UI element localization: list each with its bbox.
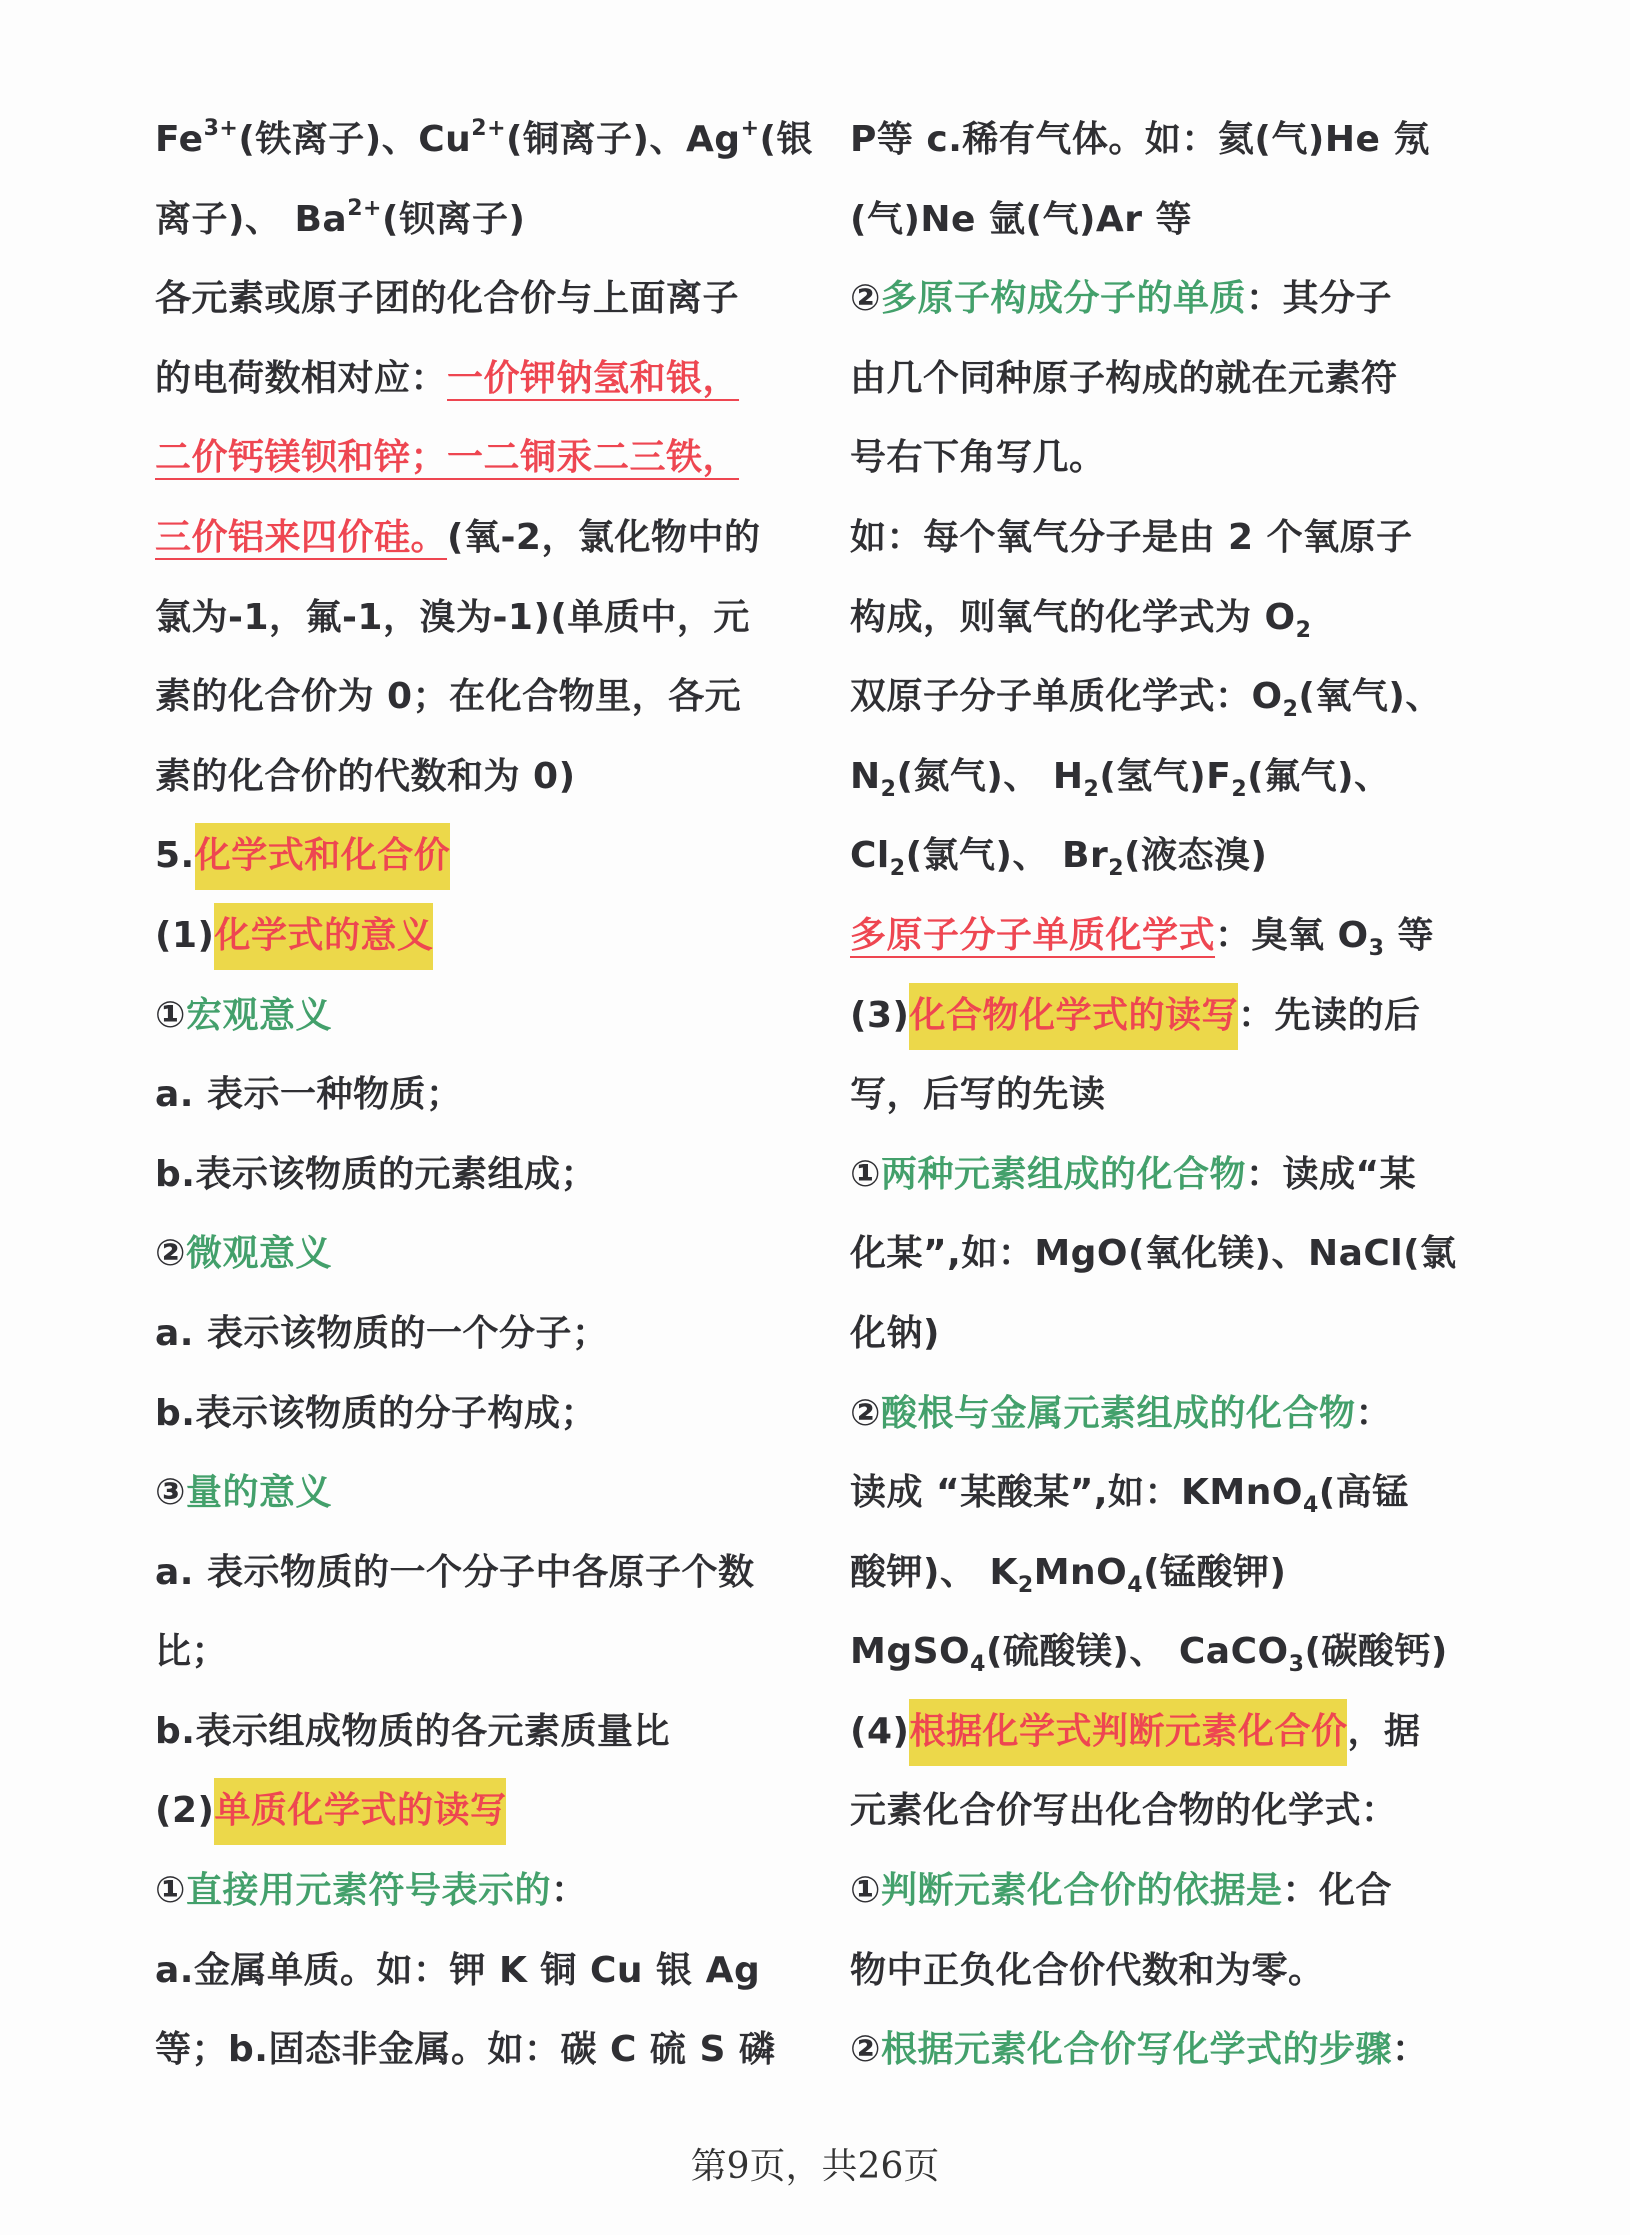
text-line [155,1214,825,1294]
subsection-heading-green: 微观意义 [185,1233,332,1275]
subsection-heading-green: 宏观意义 [185,994,332,1036]
text-line [155,1612,825,1692]
text-segment: ② [850,2029,881,2071]
subscript-count: 2 [889,856,906,882]
superscript-charge: 2+ [347,195,382,221]
left-column [155,100,825,2090]
text-segment: b.表示组成物质的各元素质量比 [155,1710,670,1752]
text-line [155,339,825,419]
text-segment: ：其分子 [1246,278,1393,320]
text-segment: (硫酸镁)、 CaCO [985,1631,1289,1673]
text-line [155,498,825,578]
text-line [155,1771,825,1851]
text-segment: 写，后写的先读 [850,1074,1106,1116]
text-segment: 比； [155,1631,229,1673]
text-segment: (3) [850,994,910,1036]
text-line [850,1374,1495,1454]
text-line [850,1055,1495,1135]
text-segment: (钡离子) [381,198,526,240]
text-line [155,816,825,896]
text-line [850,259,1495,339]
subsection-heading-green: 酸根与金属元素组成的化合物 [880,1392,1356,1434]
text-segment: 各元素或原子团的化合价与上面离子 [155,278,740,320]
text-segment: 物中正负化合价代数和为零。 [850,1949,1325,1991]
text-line [850,1931,1495,2011]
page-number-footer: 第9页，共26页 [690,2146,940,2187]
subscript-count: 4 [970,1652,986,1678]
text-segment: 氯为-1，氟-1，溴为-1)(单质中，元 [155,596,750,638]
text-segment: ② [850,1392,881,1434]
text-line [850,1851,1495,1931]
text-segment: ：臭氧 O [1215,914,1369,956]
text-segment: (锰酸钾) [1143,1551,1287,1593]
subscript-count: 2 [1017,1572,1034,1598]
text-segment: ： [551,1870,588,1912]
text-segment: (铁离子)、Cu [238,119,472,160]
text-line [850,816,1495,896]
text-segment: Fe [155,119,204,160]
text-line [850,1135,1495,1215]
text-line [850,657,1495,737]
subsection-heading-green: 两种元素组成的化合物 [880,1153,1246,1195]
section-heading-highlighted: 化合物化学式的读写 [909,983,1238,1050]
text-line [155,1294,825,1374]
subscript-count: 2 [1282,697,1299,723]
text-segment: a. 表示一种物质； [155,1074,463,1116]
text-segment: (氢气)F [1099,755,1232,797]
superscript-charge: 3+ [203,116,239,141]
text-segment: N [850,755,881,797]
text-segment: ：先读的后 [1237,994,1421,1036]
text-segment: 号右下角写几。 [850,437,1106,479]
text-segment: ① [155,994,186,1036]
text-segment: 化某”,如：MgO(氧化镁)、NaCl(氯 [850,1233,1457,1275]
text-line [155,1533,825,1613]
text-line [155,1055,825,1135]
subscript-count: 3 [1288,1652,1305,1678]
text-segment: 构成，则氧气的化学式为 O [850,596,1296,638]
text-segment: Cl [850,835,890,877]
section-heading-highlighted: 单质化学式的读写 [214,1778,506,1845]
text-segment: P等 c.稀有气体。如：氦(气)He 氖 [850,119,1430,160]
subscript-count: 2 [1295,617,1312,643]
text-segment: (氟气)、 [1247,755,1391,797]
text-segment: 等 [1384,914,1435,956]
text-segment: 酸钾)、 K [850,1551,1018,1593]
text-line [850,498,1495,578]
text-line [155,1135,825,1215]
text-segment: (铜离子)、Ag [506,119,741,160]
text-line [155,1931,825,2011]
superscript-charge: + [740,116,760,141]
text-segment: a.金属单质。如：钾 K 铜 Cu 银 Ag [155,1949,761,1991]
text-segment: 元素化合价写出化合物的化学式： [850,1790,1398,1832]
subscript-count: 4 [1302,1493,1319,1519]
text-segment: 素的化合价为 0；在化合物里，各元 [155,676,742,718]
text-line [850,1294,1495,1374]
text-line [155,578,825,658]
text-segment: 离子)、 Ba [155,198,348,240]
subscript-count: 3 [1368,935,1385,961]
text-line [155,2010,825,2090]
text-segment: 素的化合价的代数和为 0) [155,755,576,797]
text-segment: b.表示该物质的分子构成； [155,1392,597,1434]
section-heading-highlighted: 根据化学式判断元素化合价 [909,1699,1347,1766]
text-segment: ： [1392,2029,1429,2071]
text-segment: 5. [155,835,195,877]
text-segment: ② [155,1233,186,1275]
text-line [850,1214,1495,1294]
subsection-heading-green: 根据元素化合价写化学式的步骤 [880,2029,1392,2071]
text-line [850,180,1495,260]
text-segment: ，据 [1347,1710,1421,1752]
text-segment: ① [850,1870,881,1912]
subscript-count: 4 [1127,1572,1144,1598]
subscript-count: 2 [1083,776,1100,802]
text-line [850,737,1495,817]
text-line [850,1612,1495,1692]
text-segment: 化钠) [850,1312,940,1354]
subsection-heading-green: 直接用元素符号表示的 [185,1870,551,1912]
text-line [850,418,1495,498]
text-segment: ② [850,278,881,320]
text-segment: MgSO [850,1631,971,1673]
text-line [155,737,825,817]
text-line [155,1374,825,1454]
mnemonic-underlined-red: 三价铝来四价硅。 [155,516,448,558]
text-segment: (氯气)、 Br [905,835,1109,877]
text-line [850,100,1495,180]
text-segment: a. 表示物质的一个分子中各原子个数 [155,1551,755,1593]
text-segment: (4) [850,1710,910,1752]
subscript-count: 2 [1108,856,1125,882]
text-line [850,2010,1495,2090]
text-line [155,180,825,260]
text-line [850,1453,1495,1533]
mnemonic-underlined-red: 多原子分子单质化学式 [850,914,1216,956]
text-segment: (气)Ne 氩(气)Ar 等 [850,198,1193,240]
text-line [155,976,825,1056]
text-segment: (氧-2，氯化物中的 [447,516,761,558]
text-line [850,339,1495,419]
text-segment: ：化合 [1282,1870,1393,1912]
text-line [155,896,825,976]
text-segment: 的电荷数相对应： [155,357,448,399]
subscript-count: 2 [880,776,897,802]
section-heading-highlighted: 化学式和化合价 [195,823,451,890]
text-line [850,1771,1495,1851]
text-segment: (液态溴) [1124,835,1268,877]
text-segment: (2) [155,1790,215,1832]
section-heading-highlighted: 化学式的意义 [214,903,433,970]
text-line [155,1453,825,1533]
text-segment: a. 表示该物质的一个分子； [155,1312,609,1354]
text-line [155,1692,825,1772]
text-segment: ③ [155,1472,186,1514]
text-segment: (氮气)、 H [896,755,1084,797]
mnemonic-underlined-red: 二价钙镁钡和锌；一二铜汞二三铁， [155,437,740,479]
text-line [850,896,1495,976]
subsection-heading-green: 判断元素化合价的依据是 [880,1870,1283,1912]
text-segment: 读成 “某酸某”,如：KMnO [850,1472,1303,1514]
text-segment: ① [155,1870,186,1912]
subsection-heading-green: 量的意义 [185,1472,332,1514]
text-segment: 双原子分子单质化学式：O [850,676,1283,718]
text-line [155,100,825,180]
text-line [850,1533,1495,1613]
text-line [155,1851,825,1931]
text-segment: MnO [1033,1551,1128,1593]
text-segment: ：读成“某 [1246,1153,1417,1195]
text-line [850,976,1495,1056]
text-line [155,418,825,498]
text-segment: 如：每个氧气分子是由 2 个氧原子 [850,516,1413,558]
text-line [155,657,825,737]
subscript-count: 2 [1231,776,1248,802]
text-line [850,578,1495,658]
subsection-heading-green: 多原子构成分子的单质 [880,278,1246,320]
text-segment: (银 [759,119,813,160]
text-segment: 由几个同种原子构成的就在元素符 [850,357,1398,399]
text-segment: (1) [155,914,215,956]
text-segment: ① [850,1153,881,1195]
text-segment: 等；b.固态非金属。如：碳 C 硫 S 磷 [155,2029,776,2071]
text-line [155,259,825,339]
text-segment: (高锰 [1318,1472,1409,1514]
text-segment: (碳酸钙) [1304,1631,1448,1673]
right-column [850,100,1495,2090]
text-segment: ： [1355,1392,1393,1434]
text-line [850,1692,1495,1772]
mnemonic-underlined-red: 一价钾钠氢和银， [447,357,740,399]
text-segment: (氧气)、 [1298,676,1442,718]
text-segment: b.表示该物质的元素组成； [155,1153,597,1195]
superscript-charge: 2+ [471,116,507,141]
